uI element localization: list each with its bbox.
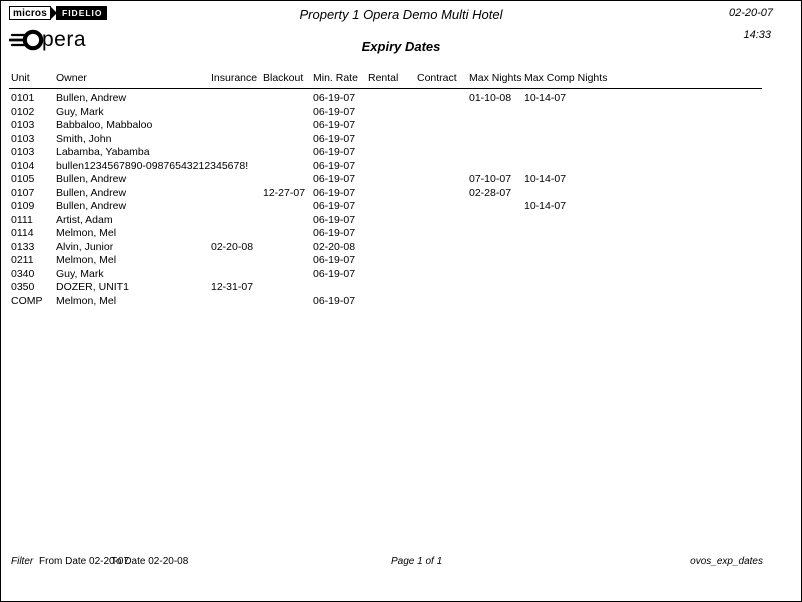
chevron-right-icon [51, 7, 57, 19]
cell-max-comp-nights [524, 281, 761, 295]
cell-min-rate: 06-19-07 [313, 159, 356, 172]
cell-contract [417, 241, 469, 255]
cell-insurance [211, 254, 263, 268]
cell-unit: 0102 [11, 105, 35, 118]
cell-insurance [211, 92, 263, 106]
cell-min-rate: 06-19-07 [313, 186, 356, 199]
cell-owner: Labamba, Yabamba [56, 146, 150, 158]
cell-contract [417, 200, 469, 214]
cell-contract [417, 214, 469, 228]
table-row [11, 160, 761, 174]
cell-blackout: 12-27-07 [263, 186, 306, 199]
cell-blackout [263, 254, 313, 268]
cell-rental [368, 268, 417, 282]
cell-max-comp-nights [524, 268, 761, 282]
cell-unit: 0104 [11, 159, 35, 172]
cell-blackout [263, 214, 313, 228]
filter-from-date: From Date 02-20-07 [39, 556, 130, 567]
cell-max-comp-nights [524, 106, 761, 120]
cell-max-nights [469, 160, 524, 174]
column-header-blackout: Blackout [263, 72, 304, 84]
cell-max-nights [469, 281, 524, 295]
cell-unit: 0103 [11, 132, 35, 145]
cell-min-rate: 02-20-08 [313, 240, 356, 253]
cell-max-comp-nights [524, 227, 761, 241]
cell-max-comp-nights [524, 133, 761, 147]
cell-max-comp-nights: 10-14-07 [524, 173, 567, 185]
cell-owner: Guy, Mark [56, 267, 104, 280]
cell-insurance [211, 173, 263, 187]
table-header-divider [9, 88, 762, 89]
table-row [11, 214, 761, 228]
cell-max-nights [469, 200, 524, 214]
cell-contract [417, 133, 469, 147]
cell-unit: COMP [11, 294, 43, 307]
fidelio-logo-text: FIDELIO [56, 6, 107, 20]
cell-rental [368, 200, 417, 214]
cell-blackout [263, 295, 313, 309]
cell-max-comp-nights [524, 214, 761, 228]
cell-max-comp-nights [524, 146, 761, 160]
cell-max-nights [469, 241, 524, 255]
cell-owner: Artist, Adam [56, 213, 113, 226]
cell-unit: 0103 [11, 119, 35, 131]
cell-contract [417, 160, 469, 174]
cell-insurance [211, 119, 263, 133]
cell-rental [368, 119, 417, 133]
cell-max-comp-nights [524, 295, 761, 309]
cell-min-rate: 06-19-07 [313, 173, 356, 185]
table-row [11, 295, 761, 309]
cell-max-nights [469, 133, 524, 147]
column-header-rental: Rental [368, 72, 399, 84]
cell-min-rate: 06-19-07 [313, 146, 356, 158]
cell-min-rate: 06-19-07 [313, 294, 356, 307]
cell-contract [417, 92, 469, 106]
cell-contract [417, 281, 469, 295]
cell-blackout [263, 160, 313, 174]
column-header-contract: Contract [417, 72, 457, 84]
report-title: Expiry Dates [361, 39, 441, 54]
cell-min-rate: 06-19-07 [313, 254, 356, 266]
cell-rental [368, 214, 417, 228]
table-row [11, 92, 761, 106]
micros-logo-text: micros [9, 6, 51, 20]
cell-unit: 0211 [11, 254, 34, 266]
column-header-max-comp-nights: Max Comp Nights [524, 72, 608, 84]
cell-owner: Bullen, Andrew [56, 92, 127, 104]
cell-min-rate: 06-19-07 [313, 105, 356, 118]
table-row [11, 106, 761, 120]
table-body [11, 92, 761, 308]
table-row [11, 146, 761, 160]
table-row [11, 133, 761, 147]
cell-min-rate: 06-19-07 [313, 267, 356, 280]
cell-contract [417, 254, 469, 268]
cell-owner: Melmon, Mel [56, 254, 117, 266]
cell-min-rate: 06-19-07 [313, 92, 356, 104]
cell-blackout [263, 268, 313, 282]
table-row [11, 173, 761, 187]
opera-logo-text: pera [42, 28, 87, 51]
cell-max-nights [469, 119, 524, 133]
table-row [11, 268, 761, 282]
cell-contract [417, 187, 469, 201]
cell-owner: Guy, Mark [56, 105, 104, 118]
cell-blackout [263, 106, 313, 120]
cell-max-nights [469, 214, 524, 228]
cell-unit: 0105 [11, 173, 35, 185]
cell-owner: Melmon, Mel [56, 227, 117, 239]
cell-max-nights [469, 106, 524, 120]
cell-contract [417, 268, 469, 282]
cell-max-nights: 01-10-08 [469, 92, 512, 104]
column-header-max-nights: Max Nights [469, 72, 522, 84]
cell-rental [368, 106, 417, 120]
cell-rental [368, 254, 417, 268]
cell-min-rate: 06-19-07 [313, 227, 356, 239]
cell-owner: bullen1234567890-09876543212345678! [56, 159, 249, 172]
filter-to-date: To Date 02-20-08 [111, 556, 189, 567]
cell-owner: Babbaloo, Mabbaloo [56, 119, 153, 131]
cell-min-rate: 06-19-07 [313, 119, 356, 131]
cell-insurance [211, 187, 263, 201]
cell-blackout [263, 133, 313, 147]
cell-contract [417, 173, 469, 187]
cell-owner: Bullen, Andrew [56, 173, 127, 185]
cell-insurance [211, 160, 263, 174]
cell-rental [368, 160, 417, 174]
page-number: Page 1 of 1 [391, 556, 443, 567]
cell-max-comp-nights [524, 160, 761, 174]
table-row [11, 119, 761, 133]
cell-unit: 0107 [11, 186, 35, 199]
cell-rental [368, 295, 417, 309]
cell-blackout [263, 146, 313, 160]
cell-max-nights [469, 146, 524, 160]
cell-insurance: 12-31-07 [211, 281, 254, 293]
cell-rental [368, 227, 417, 241]
cell-max-comp-nights [524, 119, 761, 133]
filter-label: Filter [11, 556, 34, 567]
cell-insurance [211, 227, 263, 241]
cell-insurance [211, 295, 263, 309]
table-row [11, 281, 761, 295]
cell-owner: Melmon, Mel [56, 294, 117, 307]
cell-max-nights: 07-10-07 [469, 173, 512, 185]
cell-insurance [211, 214, 263, 228]
cell-min-rate [313, 281, 368, 295]
cell-unit: 0109 [11, 200, 35, 212]
cell-insurance [211, 133, 263, 147]
cell-owner: Smith, John [56, 132, 112, 145]
cell-blackout [263, 173, 313, 187]
cell-max-comp-nights [524, 187, 761, 201]
cell-contract [417, 146, 469, 160]
cell-max-comp-nights [524, 241, 761, 255]
column-header-min-rate: Min. Rate [313, 72, 358, 84]
cell-unit: 0350 [11, 281, 35, 293]
cell-max-nights: 02-28-07 [469, 186, 512, 199]
cell-insurance [211, 146, 263, 160]
report-code: ovos_exp_dates [690, 556, 763, 567]
table-row [11, 227, 761, 241]
report-date: 02-20-07 [728, 7, 773, 19]
property-title: Property 1 Opera Demo Multi Hotel [299, 7, 503, 22]
cell-contract [417, 295, 469, 309]
cell-rental [368, 281, 417, 295]
cell-max-nights [469, 254, 524, 268]
cell-max-comp-nights: 10-14-07 [524, 200, 567, 212]
cell-min-rate: 06-19-07 [313, 132, 356, 145]
cell-rental [368, 92, 417, 106]
cell-insurance [211, 106, 263, 120]
cell-unit: 0114 [11, 227, 34, 239]
report-time: 14:33 [743, 29, 771, 41]
cell-rental [368, 241, 417, 255]
cell-unit: 0133 [11, 240, 35, 253]
cell-contract [417, 119, 469, 133]
cell-rental [368, 173, 417, 187]
cell-unit: 0101 [11, 92, 35, 104]
cell-insurance [211, 268, 263, 282]
column-header-insurance: Insurance [211, 72, 258, 84]
cell-unit: 0103 [11, 146, 35, 158]
column-header-owner: Owner [56, 72, 87, 84]
cell-min-rate: 06-19-07 [313, 213, 356, 226]
table-row [11, 187, 761, 201]
cell-owner: Alvin, Junior [56, 240, 114, 253]
table-row [11, 200, 761, 214]
cell-owner: Bullen, Andrew [56, 186, 127, 199]
cell-blackout [263, 200, 313, 214]
cell-rental [368, 146, 417, 160]
cell-max-nights [469, 227, 524, 241]
cell-owner: DOZER, UNIT1 [56, 281, 129, 293]
cell-contract [417, 227, 469, 241]
table-header-row [11, 72, 761, 84]
cell-rental [368, 187, 417, 201]
cell-max-comp-nights: 10-14-07 [524, 92, 567, 104]
cell-blackout [263, 241, 313, 255]
cell-min-rate: 06-19-07 [313, 200, 356, 212]
cell-owner: Bullen, Andrew [56, 200, 127, 212]
cell-max-comp-nights [524, 254, 761, 268]
cell-max-nights [469, 268, 524, 282]
table-row [11, 254, 761, 268]
cell-blackout [263, 227, 313, 241]
cell-blackout [263, 281, 313, 295]
cell-rental [368, 133, 417, 147]
cell-contract [417, 106, 469, 120]
cell-blackout [263, 92, 313, 106]
cell-blackout [263, 119, 313, 133]
table-row [11, 241, 761, 255]
cell-max-nights [469, 295, 524, 309]
column-header-unit: Unit [11, 72, 30, 84]
cell-insurance [211, 200, 263, 214]
cell-unit: 0340 [11, 267, 35, 280]
cell-insurance: 02-20-08 [211, 240, 254, 253]
cell-unit: 0111 [11, 213, 33, 226]
